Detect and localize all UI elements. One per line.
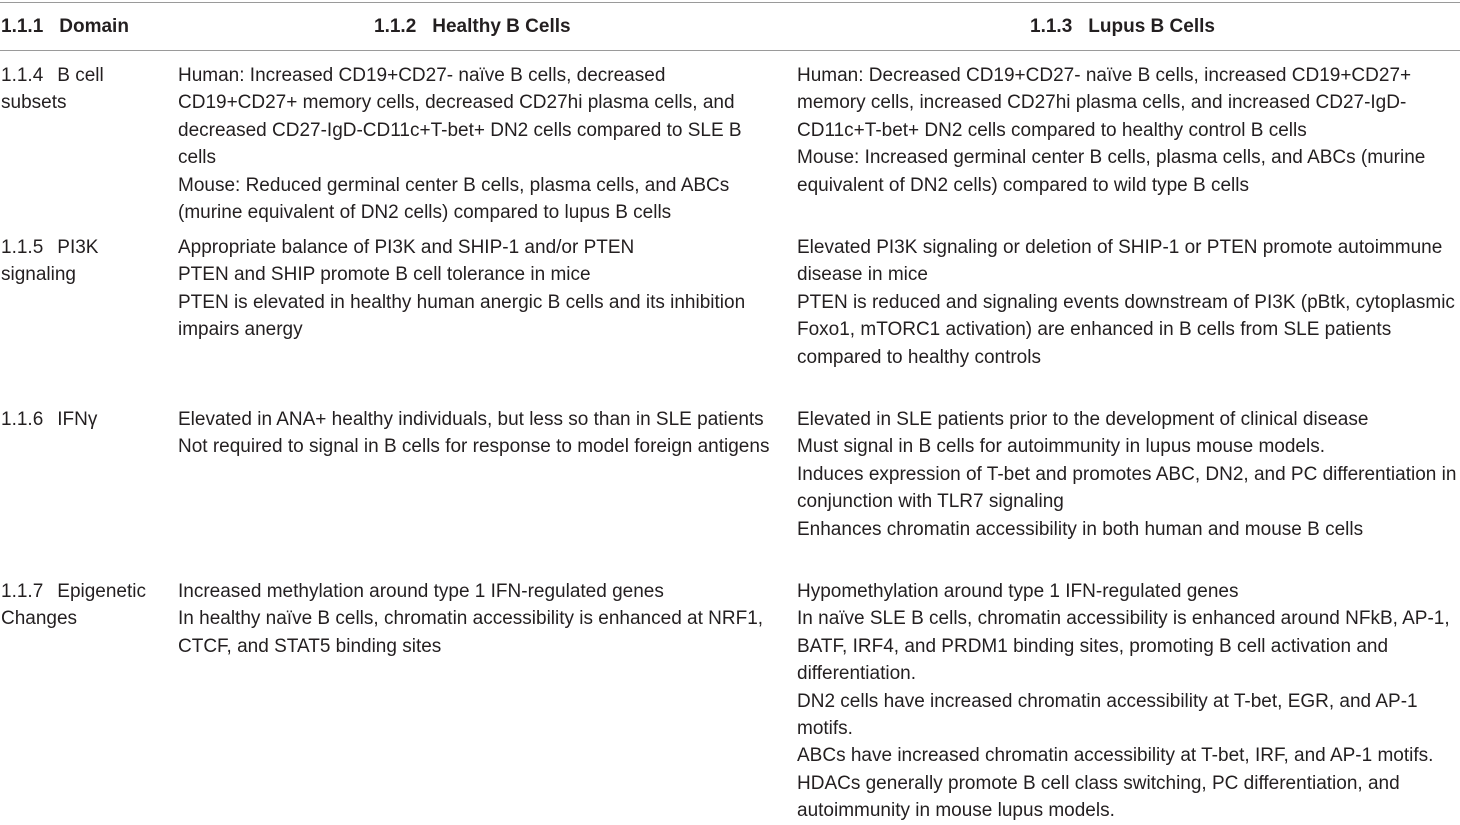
row-number: 1.1.6	[1, 409, 44, 430]
header-rule	[0, 50, 1460, 51]
domain-cell	[1, 406, 171, 433]
healthy-cell	[178, 234, 782, 344]
column-header-number: 1.1.3	[1030, 16, 1073, 37]
healthy-cell	[178, 62, 782, 226]
lupus-cell	[797, 62, 1460, 199]
lupus-statement: Must signal in B cells for autoimmunity in lupus mouse models.	[797, 436, 1326, 458]
column-header-lupus	[1030, 15, 1215, 39]
row-number: 1.1.7	[1, 581, 44, 602]
lupus-cell	[797, 406, 1460, 543]
domain-label: IFNγ	[57, 409, 98, 430]
lupus-statement: Elevated in SLE patients prior to the development of clinical disease	[797, 409, 1369, 430]
healthy-statement: PTEN and SHIP promote B cell tolerance in mice	[178, 264, 591, 286]
lupus-cell	[797, 578, 1460, 825]
domain-cell	[1, 234, 171, 289]
column-header-label: Lupus B Cells	[1088, 16, 1215, 37]
lupus-statement: Mouse: Increased germinal center B cells, plasma cells, and ABCs (murine equivalent of DN2 cells) compared to wild type B cells	[797, 147, 1426, 196]
domain-label: PI3K signaling	[1, 237, 99, 286]
lupus-statement: DN2 cells have increased chromatin accessibility at T-bet, EGR, and AP-1 motifs.	[797, 690, 1418, 740]
domain-cell	[1, 578, 171, 633]
lupus-statement: Enhances chromatin accessibility in both human and mouse B cells	[797, 518, 1364, 540]
lupus-statement: Human: Decreased CD19+CD27- naïve B cells, increased CD19+CD27+ memory cells, increased CD27hi plasma cells, and increased CD27-IgD-CD11c+T-bet+ DN2 cells compared to healthy control B cells	[797, 65, 1412, 141]
column-header-healthy	[374, 15, 571, 39]
domain-label: Epigenetic Changes	[1, 581, 146, 630]
column-header-label: Healthy B Cells	[432, 16, 571, 37]
row-number: 1.1.4	[1, 65, 44, 86]
row-number: 1.1.5	[1, 237, 44, 258]
healthy-statement: Human: Increased CD19+CD27- naïve B cells, decreased CD19+CD27+ memory cells, decreased CD27hi plasma cells, and decreased CD27-IgD-CD11c+T-bet+ DN2 cells compared to SLE B cells	[178, 65, 742, 169]
column-header-label: Domain	[59, 16, 129, 37]
healthy-statement: Mouse: Reduced germinal center B cells, plasma cells, and ABCs (murine equivalent of DN2 cells) compared to lupus B cells	[178, 174, 730, 224]
healthy-cell	[178, 578, 782, 660]
healthy-statement: PTEN is elevated in healthy human anergic B cells and its inhibition impairs anergy	[178, 291, 746, 341]
lupus-statement: Elevated PI3K signaling or deletion of SHIP-1 or PTEN promote autoimmune disease in mice	[797, 237, 1443, 286]
lupus-statement: Hypomethylation around type 1 IFN-regulated genes	[797, 581, 1239, 602]
lupus-statement: PTEN is reduced and signaling events downstream of PI3K (pBtk, cytoplasmic Foxo1, mTORC1 activation) are enhanced in B cells from SLE patients compared to healthy controls	[797, 291, 1455, 368]
healthy-statement: Elevated in ANA+ healthy individuals, but less so than in SLE patients	[178, 409, 764, 430]
healthy-cell	[178, 406, 782, 461]
healthy-statement: Appropriate balance of PI3K and SHIP-1 and/or PTEN	[178, 237, 635, 258]
lupus-statement: ABCs have increased chromatin accessibility at T-bet, IRF, and AP-1 motifs.	[797, 745, 1434, 767]
domain-cell	[1, 62, 171, 117]
domain-label: B cell subsets	[1, 65, 104, 114]
column-header-number: 1.1.1	[1, 16, 44, 37]
table-top-rule	[0, 2, 1460, 3]
healthy-statement: Not required to signal in B cells for response to model foreign antigens	[178, 436, 770, 458]
column-header-domain	[1, 15, 129, 39]
lupus-statement: Induces expression of T-bet and promotes ABC, DN2, and PC differentiation in conjunction with TLR7 signaling	[797, 463, 1457, 513]
healthy-statement: Increased methylation around type 1 IFN-regulated genes	[178, 581, 664, 602]
lupus-statement: HDACs generally promote B cell class switching, PC differentiation, and autoimmunity in mouse lupus models.	[797, 772, 1400, 822]
lupus-cell	[797, 234, 1460, 371]
lupus-statement: In naïve SLE B cells, chromatin accessibility is enhanced around NFkB, AP-1, BATF, IRF4, and PRDM1 binding sites, promoting B cell activation and differentiation.	[797, 608, 1450, 685]
column-header-number: 1.1.2	[374, 16, 417, 37]
healthy-statement: In healthy naïve B cells, chromatin accessibility is enhanced at NRF1, CTCF, and STAT5 binding sites	[178, 608, 764, 657]
